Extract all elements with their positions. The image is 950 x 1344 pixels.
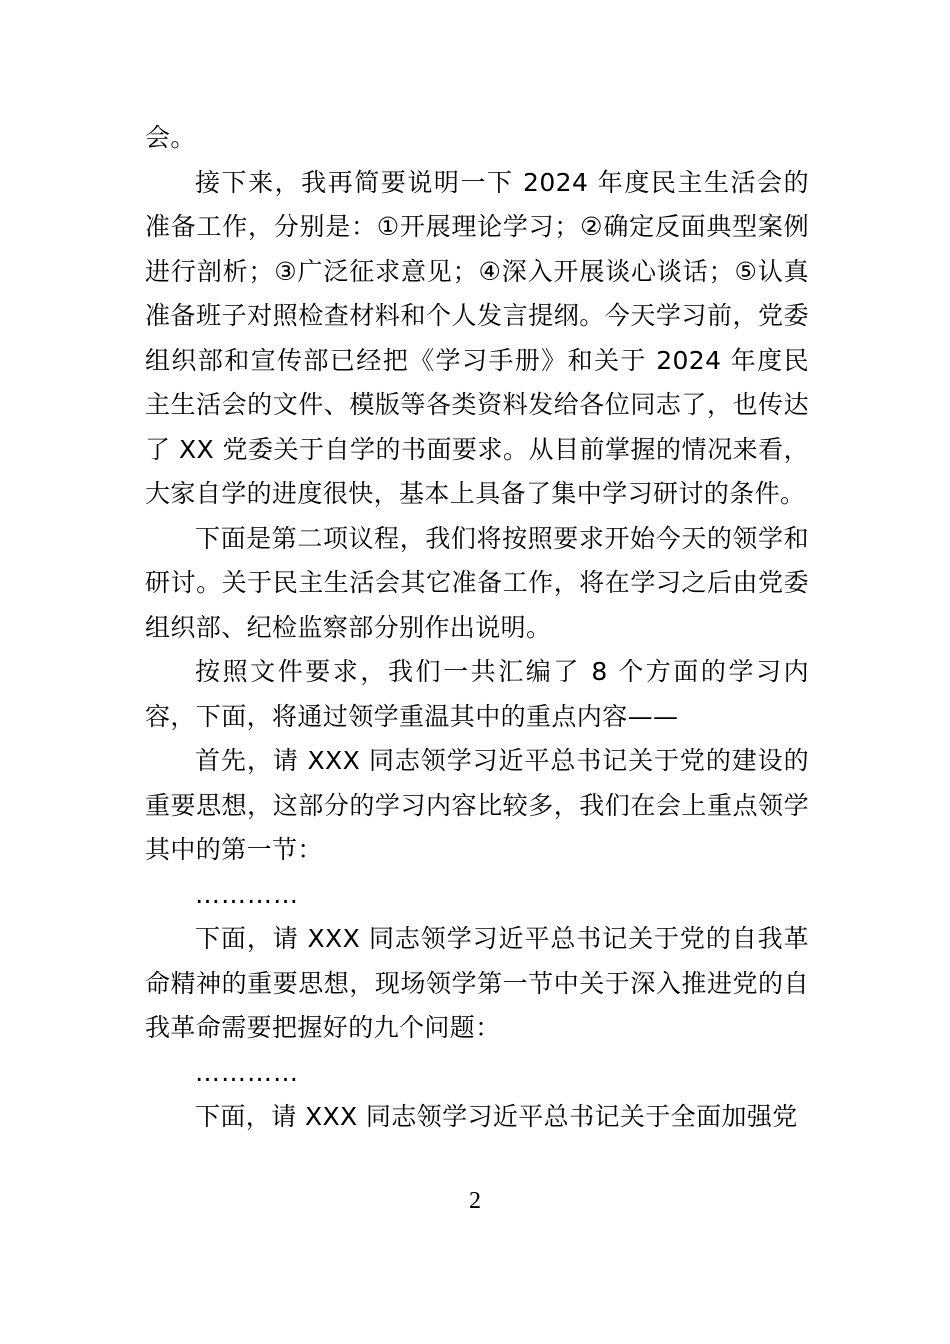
paragraph-second-agenda: 下面是第二项议程，我们将按照要求开始今天的领学和研讨。关于民主生活会其它准备工作，将在学习之后由党委组织部、纪检监察部分别作出说明。 — [145, 523, 809, 642]
paragraph-ellipsis-2: ………… — [195, 1057, 299, 1087]
paragraph-ellipsis-1: ………… — [195, 879, 299, 909]
paragraph-continuation: 会。 — [145, 123, 196, 152]
page-number: 2 — [469, 1188, 481, 1214]
paragraph-second-lead-study: 下面，请 XXX 同志领学习近平总书记关于党的自我革命精神的重要思想，现场领学第一节中关于深入推进党的自我革命需要把握好的九个问题： — [145, 924, 809, 1042]
paragraph-third-lead-study: 下面，请 XXX 同志领学习近平总书记关于全面加强党 — [195, 1102, 798, 1131]
paragraph-first-lead-study: 首先，请 XXX 同志领学习近平总书记关于党的建设的重要思想，这部分的学习内容比较多，我们在会上重点领学其中的第一节： — [145, 746, 809, 864]
paragraph-preparation-work: 接下来，我再简要说明一下 2024 年度民主生活会的准备工作，分别是：①开展理论学习；②确定反面典型案例进行剖析；③广泛征求意见；④深入开展谈心谈话；⑤认真准备班子对照检查材料和个人发言提纲。今天学习前，党委组织部和宣传部已经把《学习手册》和关于 2024 年度民主生活会的文件、模版等各类资料发给各位同志了，也传达了 XX 党委关于自学的书面要求。从目前掌握的情况来看，大家自学的进度很快，基本上具备了集中学习研讨的条件。 — [145, 167, 809, 508]
paragraph-study-content: 按照文件要求，我们一共汇编了 8 个方面的学习内容，下面，将通过领学重温其中的重点内容—— — [145, 657, 809, 731]
document-body — [145, 116, 809, 1140]
